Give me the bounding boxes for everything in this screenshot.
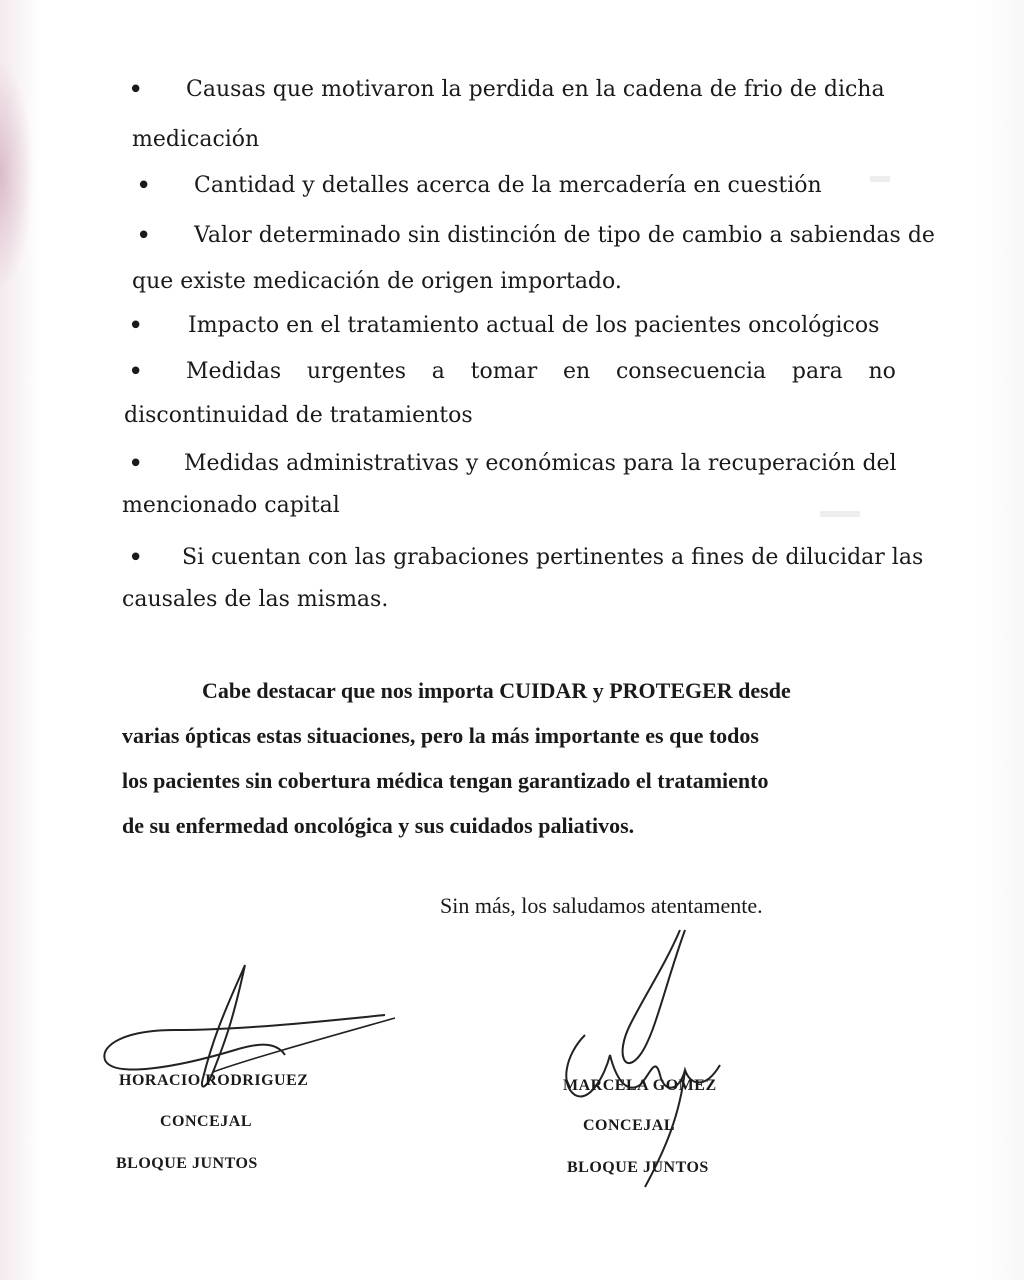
paragraph-line: varias ópticas estas situaciones, pero la más importante es que todos — [122, 723, 759, 748]
list-item-text: Causas que motivaron la perdida en la cadena de frio de dicha — [186, 77, 885, 102]
bullet-marker: • — [136, 171, 152, 201]
word: tomar — [470, 359, 538, 384]
signature-right — [545, 925, 745, 1195]
word: consecuencia — [615, 359, 767, 384]
bullet-marker: • — [128, 543, 144, 573]
paragraph-line: los pacientes sin cobertura médica tengan garantizado el tratamiento — [122, 768, 769, 793]
word: Medidas — [186, 359, 282, 384]
bleed-through-mark: ▬ — [870, 165, 890, 187]
paragraph-line: de su enfermedad oncológica y sus cuidados paliativos. — [122, 813, 635, 838]
list-item-text: Medidas administrativas y económicas para la recuperación del — [184, 451, 897, 476]
signatory-bloc: BLOQUE JUNTOS — [116, 1155, 258, 1172]
bullet-marker: • — [128, 311, 144, 341]
list-item-text: Si cuentan con las grabaciones pertinentes a fines de dilucidar las — [182, 545, 924, 570]
list-item-text: que existe medicación de origen importado. — [132, 269, 622, 294]
word: para — [791, 359, 843, 384]
list-item-text: medicación — [132, 127, 260, 152]
word: urgentes — [306, 359, 407, 384]
word: a — [431, 359, 445, 384]
signatory-bloc: BLOQUE JUNTOS — [567, 1159, 709, 1176]
bullet-marker: • — [128, 75, 144, 105]
bullet-marker: • — [128, 449, 144, 479]
list-item-text: causales de las mismas. — [122, 587, 389, 612]
list-item-text: Cantidad y detalles acerca de la mercadería en cuestión — [194, 173, 822, 198]
bullet-marker: • — [128, 357, 144, 387]
signatory-name: MARCELA GOMEZ — [563, 1077, 717, 1094]
page-smudge — [0, 60, 34, 290]
list-item-text: Impacto en el tratamiento actual de los pacientes oncológicos — [188, 313, 880, 338]
bullet-marker: • — [136, 221, 152, 251]
word: en — [562, 359, 591, 384]
closing-salutation: Sin más, los saludamos atentamente. — [440, 893, 763, 918]
paragraph-line: Cabe destacar que nos importa CUIDAR y PROTEGER desde — [202, 678, 791, 703]
list-item-text: mencionado capital — [122, 493, 340, 518]
word: no — [868, 359, 896, 384]
list-item-text — [186, 350, 896, 394]
list-item-text: Valor determinado sin distinción de tipo de cambio a sabiendas de — [194, 223, 935, 248]
signatory-name: HORACIO RODRIGUEZ — [119, 1072, 309, 1089]
signatory-role: CONCEJAL — [160, 1113, 253, 1130]
signatory-role: CONCEJAL — [583, 1117, 676, 1134]
list-item-text: discontinuidad de tratamientos — [124, 403, 473, 428]
bleed-through-mark: ▬▬ — [820, 500, 860, 522]
